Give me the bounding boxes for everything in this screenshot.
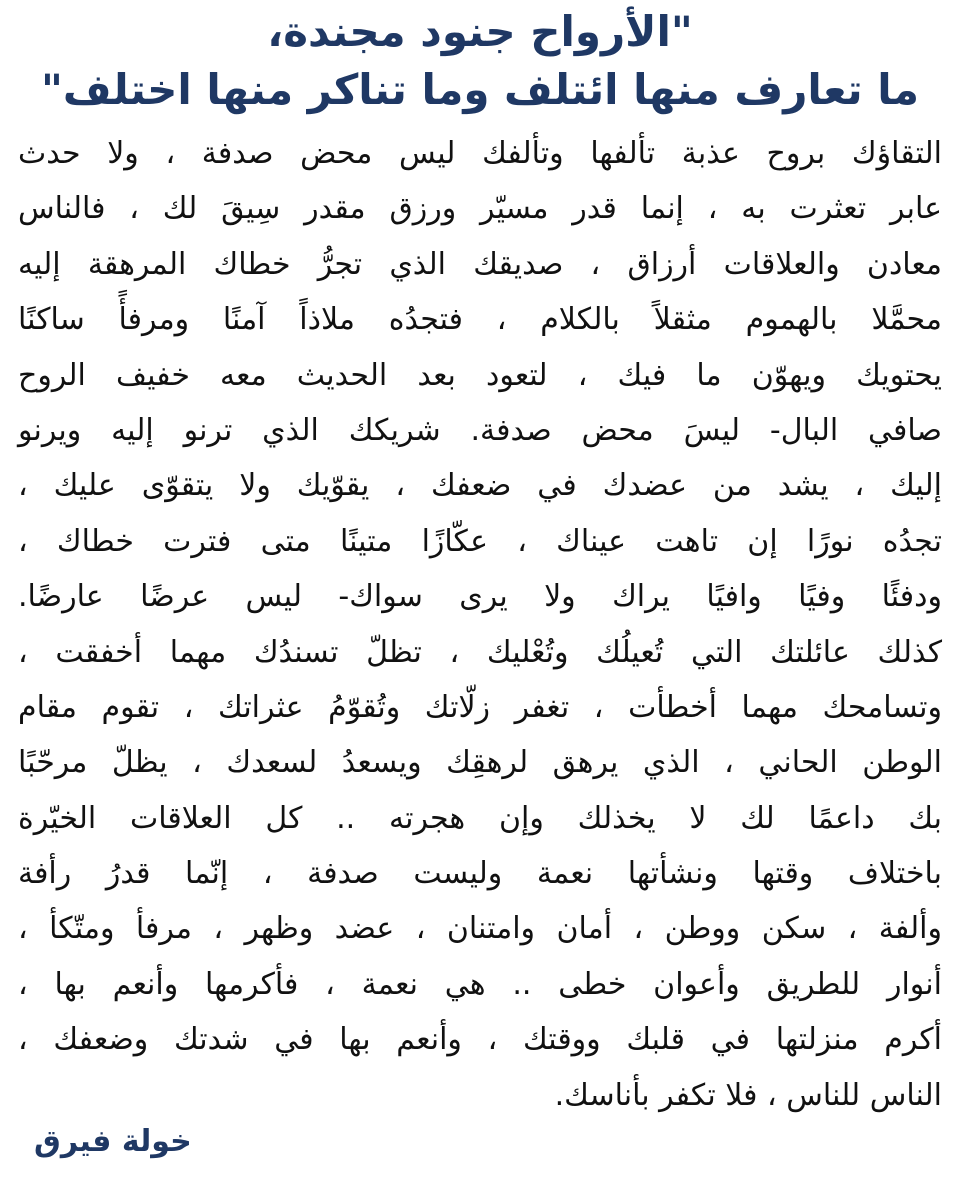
text-line: الوطن الحاني ، الذي يرهق لرهقِك ويسعدُ لسعدك ، يظلّ مرحّبًا: [18, 745, 942, 781]
text-line: معادن والعلاقات أرزاق ، صديقك الذي تجرُّ خطاك المرهقة إليه: [18, 246, 942, 282]
text-line: ودفئًا وفيًا وافيًا يراك ولا يرى سواك- ليس عرضًا عارضًا.: [18, 579, 942, 615]
text-line: محمَّلا بالهموم مثقلاً بالكلام ، فتجدُه ملاذاً آمنًا ومرفأً ساكنًا: [18, 302, 942, 338]
body-paragraph: [18, 126, 942, 1123]
text-line: أنوار للطريق وأعوان خطى .. هي نعمة ، فأكرمها وأنعم بها ،: [18, 966, 942, 1002]
text-line: يحتويك ويهوّن ما فيك ، لتعود بعد الحديث معه خفيف الروح: [18, 357, 942, 393]
text-line: أكرم منزلتها في قلبك ووقتك ، وأنعم بها في شدتك وضعفك ،: [18, 1022, 942, 1058]
text-line: وتسامحك مهما أخطأت ، تغفر زلّاتك وتُقوّمُ عثراتك ، تقوم مقام: [18, 689, 942, 725]
title-line-2: ما تعارف منها ائتلف وما تناكر منها اختلف": [40, 65, 920, 114]
text-line: باختلاف وقتها ونشأتها نعمة وليست صدفة ، إنّما قدرُ رأفة: [18, 856, 942, 892]
text-line: صافي البال- ليسَ محض صدفة. شريكك الذي ترنو إليه ويرنو: [18, 412, 942, 448]
text-line-last: الناس للناس ، فلا تكفر بأناسك.: [554, 1077, 942, 1113]
text-line: بك داعمًا لك لا يخذلك وإن هجرته .. كل العلاقات الخيّرة: [18, 800, 942, 836]
title-line-1: "الأرواح جنود مجندة،: [267, 7, 693, 56]
text-line: تجدُه نورًا إن تاهت عيناك ، عكّازًا متينًا متى فترت خطاك ،: [18, 523, 942, 559]
text-line: كذلك عائلتك التي تُعيلُك وتُعْليك ، تظلّ تسندُك مهما أخفقت ،: [18, 634, 942, 670]
text-line: وألفة ، سكن ووطن ، أمان وامتنان ، عضد وظهر ، مرفأ ومتّكأ ،: [18, 911, 942, 947]
text-line: عابر تعثرت به ، إنما قدر مسيّر ورزق مقدر سِيقَ لك ، فالناس: [18, 191, 942, 227]
text-line: التقاؤك بروح عذبة تألفها وتألفك ليس محض صدفة ، ولا حدث: [18, 136, 942, 171]
author-signature: خولة فيرق: [34, 1124, 192, 1159]
text-line: إليك ، يشد من عضدك في ضعفك ، يقوّيك ولا يتقوّى عليك ،: [18, 468, 942, 504]
